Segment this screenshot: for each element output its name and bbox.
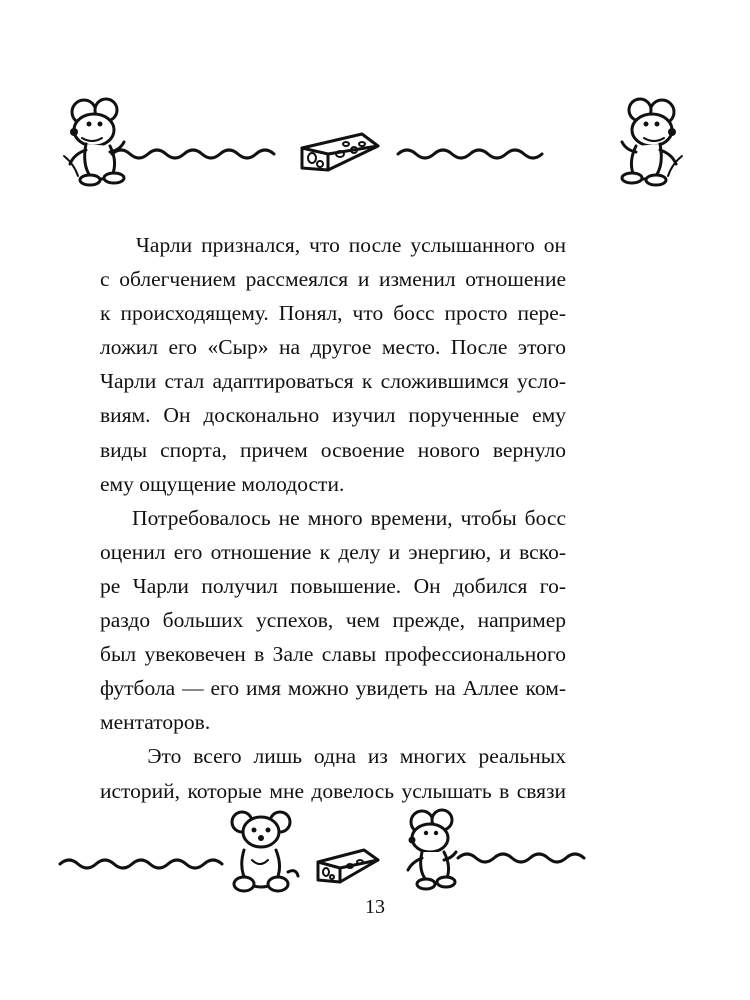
text-line: ложил его «Сыр» на другое место. После этого xyxy=(100,335,566,360)
mouse-icon xyxy=(232,812,298,891)
text-line: Это всего лишь одна из многих реальных xyxy=(100,744,566,769)
top-ornament xyxy=(0,88,750,188)
paragraph xyxy=(100,739,566,807)
page-number: 13 xyxy=(365,896,385,918)
text-line: виды спорта, причем освоение нового вернуло xyxy=(100,437,566,462)
text-line: Чарли признался, что после услышанного он xyxy=(100,233,566,257)
body-text xyxy=(100,228,566,808)
text-line: был увековечен в Зале славы профессионального xyxy=(100,642,566,667)
text-line: Чарли стал адаптироваться к сложившимся усло- xyxy=(100,369,566,394)
text-line: ментаторов. xyxy=(100,710,211,735)
text-line: ему ощущение молодости. xyxy=(100,471,345,496)
wavy-line xyxy=(398,150,542,158)
text-line: футбола — его имя можно увидеть на Аллее ком- xyxy=(100,676,566,701)
paragraph xyxy=(100,228,566,501)
mouse-icon xyxy=(408,810,456,889)
mouse-icon xyxy=(64,99,124,185)
wavy-line xyxy=(458,854,584,862)
text-line: виям. Он досконально изучил порученные ему xyxy=(100,403,566,428)
bottom-ornament xyxy=(0,800,750,900)
text-line: раздо больших успехов, чем прежде, например xyxy=(100,608,566,633)
text-line: к происходящему. Понял, что босс просто пере- xyxy=(100,301,566,326)
cheese-icon xyxy=(302,134,378,170)
text-line: историй, которые мне довелось услышать в связи xyxy=(100,778,566,803)
text-line: ре Чарли получил повышение. Он добился го- xyxy=(100,573,566,598)
wavy-line xyxy=(60,860,222,868)
text-line: Потребовалось не много времени, чтобы босс xyxy=(100,505,566,530)
cheese-icon xyxy=(318,850,378,882)
wavy-line xyxy=(112,150,274,158)
text-line: с облегчением рассмеялся и изменил отношение xyxy=(100,267,566,292)
text-line: оценил его отношение к делу и энергию, и вско- xyxy=(100,539,566,564)
paragraph xyxy=(100,501,566,740)
mouse-icon xyxy=(622,99,682,185)
